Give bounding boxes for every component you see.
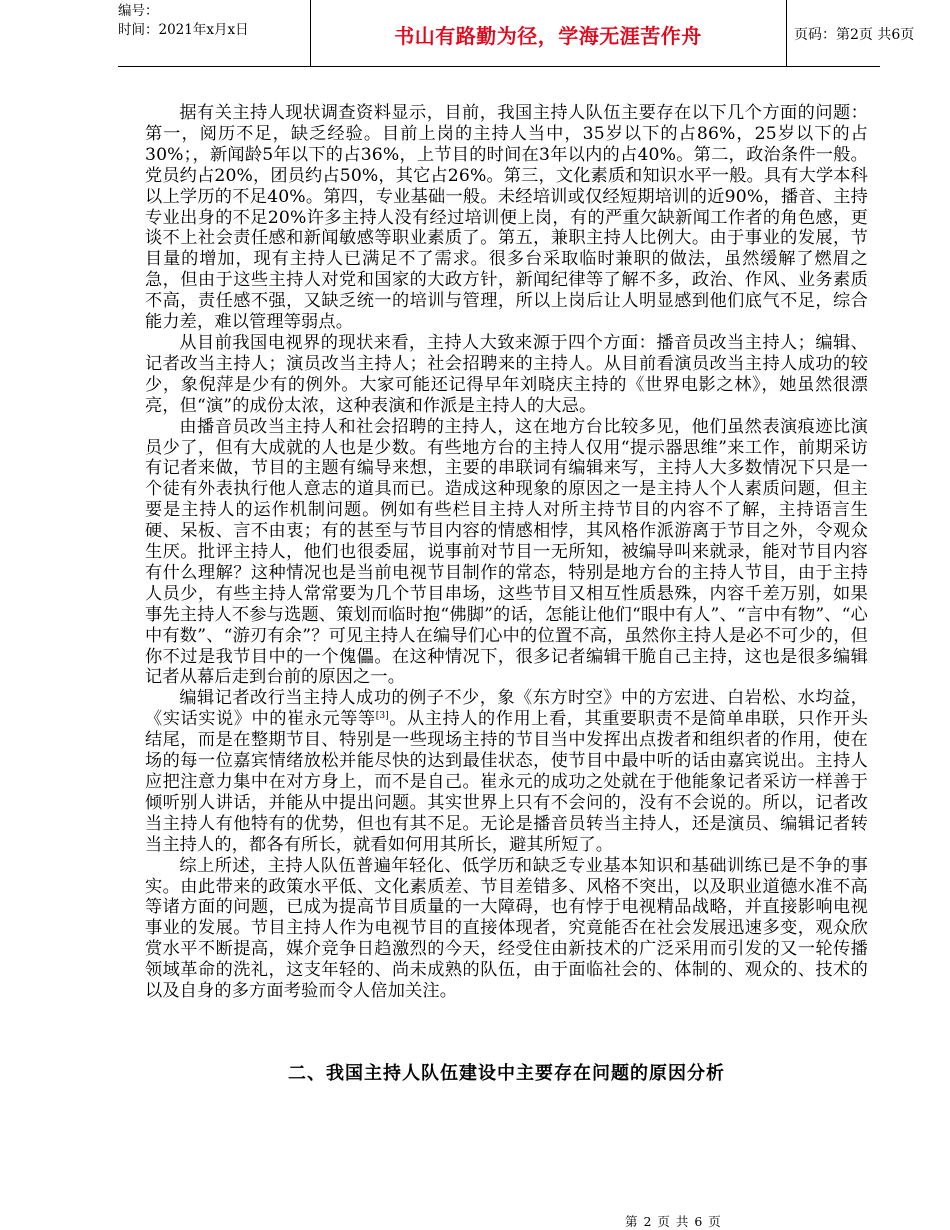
- citation-mark: [3]: [375, 711, 389, 722]
- header-page-label: 页码：第2页 共6页: [794, 27, 915, 43]
- document-number-label: 编号：: [118, 3, 159, 19]
- paragraph-survey-data: 据有关主持人现状调查资料显示，目前，我国主持人队伍主要存在以下几个方面的问题：第一，阅历不足，缺乏经验。目前上岗的主持人当中，35岁以下的占86%，25岁以下的占30%；，新闻龄5年以下的占36%，上节目的时间在3年以内的占40%。第二，政治条件一般。党员约占20%，团员约占50%，其它占26%。第三，文化素质和知识水平一般。具有大学本科以上学历的不足40%。第四，专业基础一般。未经培训或仅经短期培训的近90%，播音、主持专业出身的不足20%许多主持人没有经过培训便上岗，有的严重欠缺新闻工作者的角色感，更谈不上社会责任感和新闻敏感等职业素质了。第五，兼职主持人比例大。由于事业的发展，节目量的增加，现有主持人已满足不了需求。很多台采取临时兼职的做法，虽然缓解了燃眉之急，但由于这些主持人对党和国家的大政方针，新闻纪律等了解不多，政治、作风、业务素质不高，责任感不强，又缺乏统一的培训与管理，所以上岗后让人明显感到他们底气不足，综合能力差，难以管理等弱点。: [145, 103, 868, 333]
- header-motto: 书山有路勤为径，学海无涯苦作舟: [394, 24, 702, 48]
- page-header: [118, 0, 915, 67]
- paragraph-summary: 综上所述，主持人队伍普遍年轻化、低学历和缺乏专业基本知识和基础训练已是不争的事实。由此带来的政策水平低、文化素质差、节目差错多、风格不突出，以及职业道德水准不高等诸方面的问题，已成为提高节目质量的一大障碍，也有悖于电视精品战略，并直接影响电视事业的发展。节目主持人作为电视节目的直接体现者，究竟能否在社会发展迅速多变，观众欣赏水平不断提高，媒介竞争日趋激烈的今天，经受住由新技术的广泛采用而引发的又一轮传播领域革命的洗礼，这支年轻的、尚未成熟的队伍，由于面临社会的、体制的、观众的、技术的以及自身的多方面考验而令人倍加关注。: [145, 855, 868, 1002]
- page-footer: 第 2 页 共 6 页: [625, 1214, 722, 1229]
- document-body: [145, 103, 868, 1002]
- paragraph-announcer-hosts: 由播音员改当主持人和社会招聘的主持人，这在地方台比较多见，他们虽然表演痕迹比演员少了，但有大成就的人也是少数。有些地方台的主持人仅用“提示器思维”来工作，前期采访有记者来做，节目的主题有编导来想，主要的串联词有编辑来写，主持人大多数情况下只是一个徒有外表执行他人意志的道具而已。造成这种现象的原因之一是主持人个人素质问题，但主要是主持人的运作机制问题。例如有些栏目主持人对所主持节目的内容不了解，主持语言生硬、呆板、言不由衷；有的甚至与节目内容的情感相悖，其风格作派游离于节目之外，令观众生厌。批评主持人，他们也很委屈，说事前对节目一无所知，被编导叫来就录，能对节目内容有什么理解？这种情况也是当前电视节目制作的常态，特别是地方台的主持人节目，由于主持人员少，有些主持人常常要为几个节目串场，这些节目又相互性质悬殊，内容千差万别，如果事先主持人不参与选题、策划而临时抱“佛脚”的话，怎能让他们“眼中有人”、“言中有物”、“心中有数”、“游刃有余”？可见主持人在编导们心中的位置不高，虽然你主持人是必不可少的，但你不过是我节目中的一个傀儡。在这种情况下，很多记者编辑干脆自己主持，这也是很多编辑记者从幕后走到台前的原因之一。: [145, 416, 868, 688]
- header-divider-right: [786, 0, 787, 66]
- header-meta: [118, 2, 310, 40]
- section-heading: 二、我国主持人队伍建设中主要存在问题的原因分析: [288, 1063, 725, 1084]
- document-time-label: 时间：2021年x月x日: [118, 22, 249, 38]
- paragraph-editor-hosts: [145, 688, 868, 855]
- paragraph-editor-hosts-part2: 。从主持人的作用上看，其重要职责不是简单串联，只作开头结尾，而是在整期节目、特别是一些现场主持的节目当中发挥出点拨者和组织者的作用，使在场的每一位嘉宾情绪放松并能尽快的达到最佳状态，使节目中最中听的话由嘉宾说出。主持人应把注意力集中在对方身上，而不是自己。崔永元的成功之处就在于他能象记者采访一样善于倾听别人讲话，并能从中提出问题。其实世界上只有不会问的，没有不会说的。所以，记者改当主持人有他特有的优势，但也有其不足。无论是播音员转当主持人，还是演员、编辑记者转当主持人的，都各有所长，就看如何用其所长，避其所短了。: [145, 709, 868, 855]
- paragraph-editor-hosts-part1: 编辑记者改行当主持人成功的例子不少，象《东方时空》中的方宏进、白岩松、水均益，《实话实说》中的崔永元等等: [145, 688, 868, 730]
- paragraph-host-sources: 从目前我国电视界的现状来看，主持人大致来源于四个方面：播音员改当主持人；编辑、记者改当主持人；演员改当主持人；社会招聘来的主持人。从目前看演员改当主持人成功的较少，象倪萍是少有的例外。大家可能还记得早年刘晓庆主持的《世界电影之林》，她虽然很漂亮，但“演”的成份太浓，这种表演和作派是主持人的大忌。: [145, 332, 868, 416]
